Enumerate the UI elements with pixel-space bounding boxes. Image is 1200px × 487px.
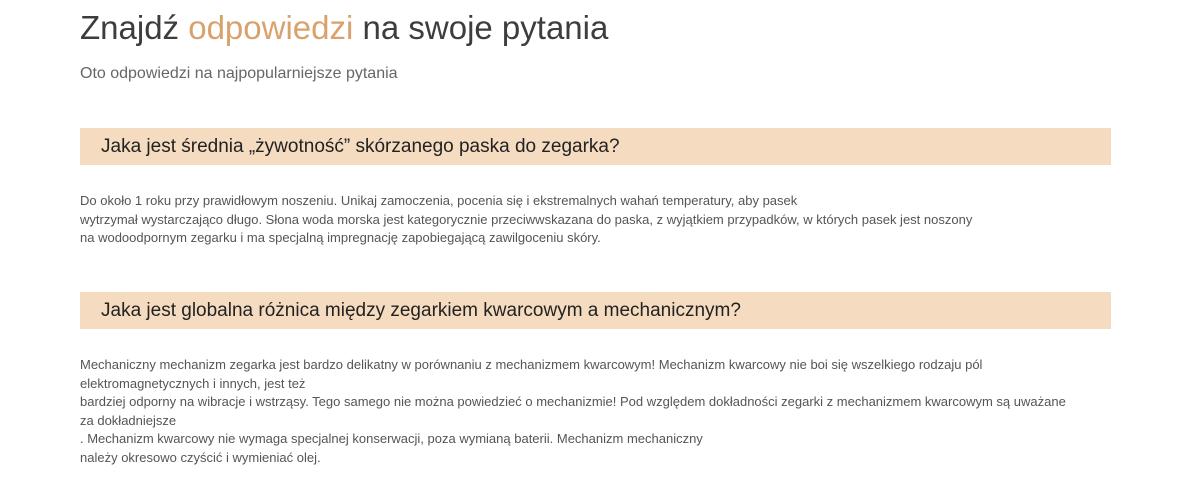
faq-answer-1 <box>80 192 1111 248</box>
faq-answer-line: bardziej odporny na wibracje i wstrząsy. Tego samego nie można powiedzieć o mechanizmie! Pod względem dokładności zegarki z mechanizmem kwarcowym są uważane <box>80 394 1066 409</box>
page-title-part1: Znajdź <box>80 9 189 46</box>
faq-answer-2 <box>80 356 1111 467</box>
faq-answer-line: Do około 1 roku przy prawidłowym noszeniu. Unikaj zamoczenia, pocenia się i ekstremalnych wahań temperatury, aby pasek <box>80 193 798 208</box>
page-title-accent: odpowiedzi <box>188 9 354 46</box>
faq-answer-line: za dokładniejsze <box>80 412 177 428</box>
faq-answer-line: wytrzymał wystarczająco długo. Słona woda morska jest kategorycznie przeciwwskazana do paska, z wyjątkiem przypadków, w których pasek jest noszony <box>80 211 973 227</box>
page-title-part2: na swoje pytania <box>353 9 609 46</box>
faq-question-2[interactable]: Jaka jest globalna różnica między zegarkiem kwarcowym a mechanicznym? <box>80 292 1111 329</box>
page-subtitle: Oto odpowiedzi na najpopularniejsze pytania <box>80 65 398 82</box>
faq-answer-line: elektromagnetycznych i innych, jest też <box>80 375 306 391</box>
faq-answer-line: należy okresowo czyścić i wymieniać olej. <box>80 449 321 465</box>
faq-question-1[interactable]: Jaka jest średnia „żywotność” skórzanego paska do zegarka? <box>80 128 1111 165</box>
faq-answer-line: . Mechanizm kwarcowy nie wymaga specjalnej konserwacji, poza wymianą baterii. Mechanizm mechaniczny <box>80 431 703 446</box>
page-title <box>80 8 608 48</box>
faq-answer-line: na wodoodpornym zegarku i ma specjalną impregnację zapobiegającą zawilgoceniu skóry. <box>80 230 601 245</box>
faq-answer-line: Mechaniczny mechanizm zegarka jest bardzo delikatny w porównaniu z mechanizmem kwarcowym! Mechanizm kwarcowy nie boi się wszelkiego rodzaju pól <box>80 357 983 372</box>
